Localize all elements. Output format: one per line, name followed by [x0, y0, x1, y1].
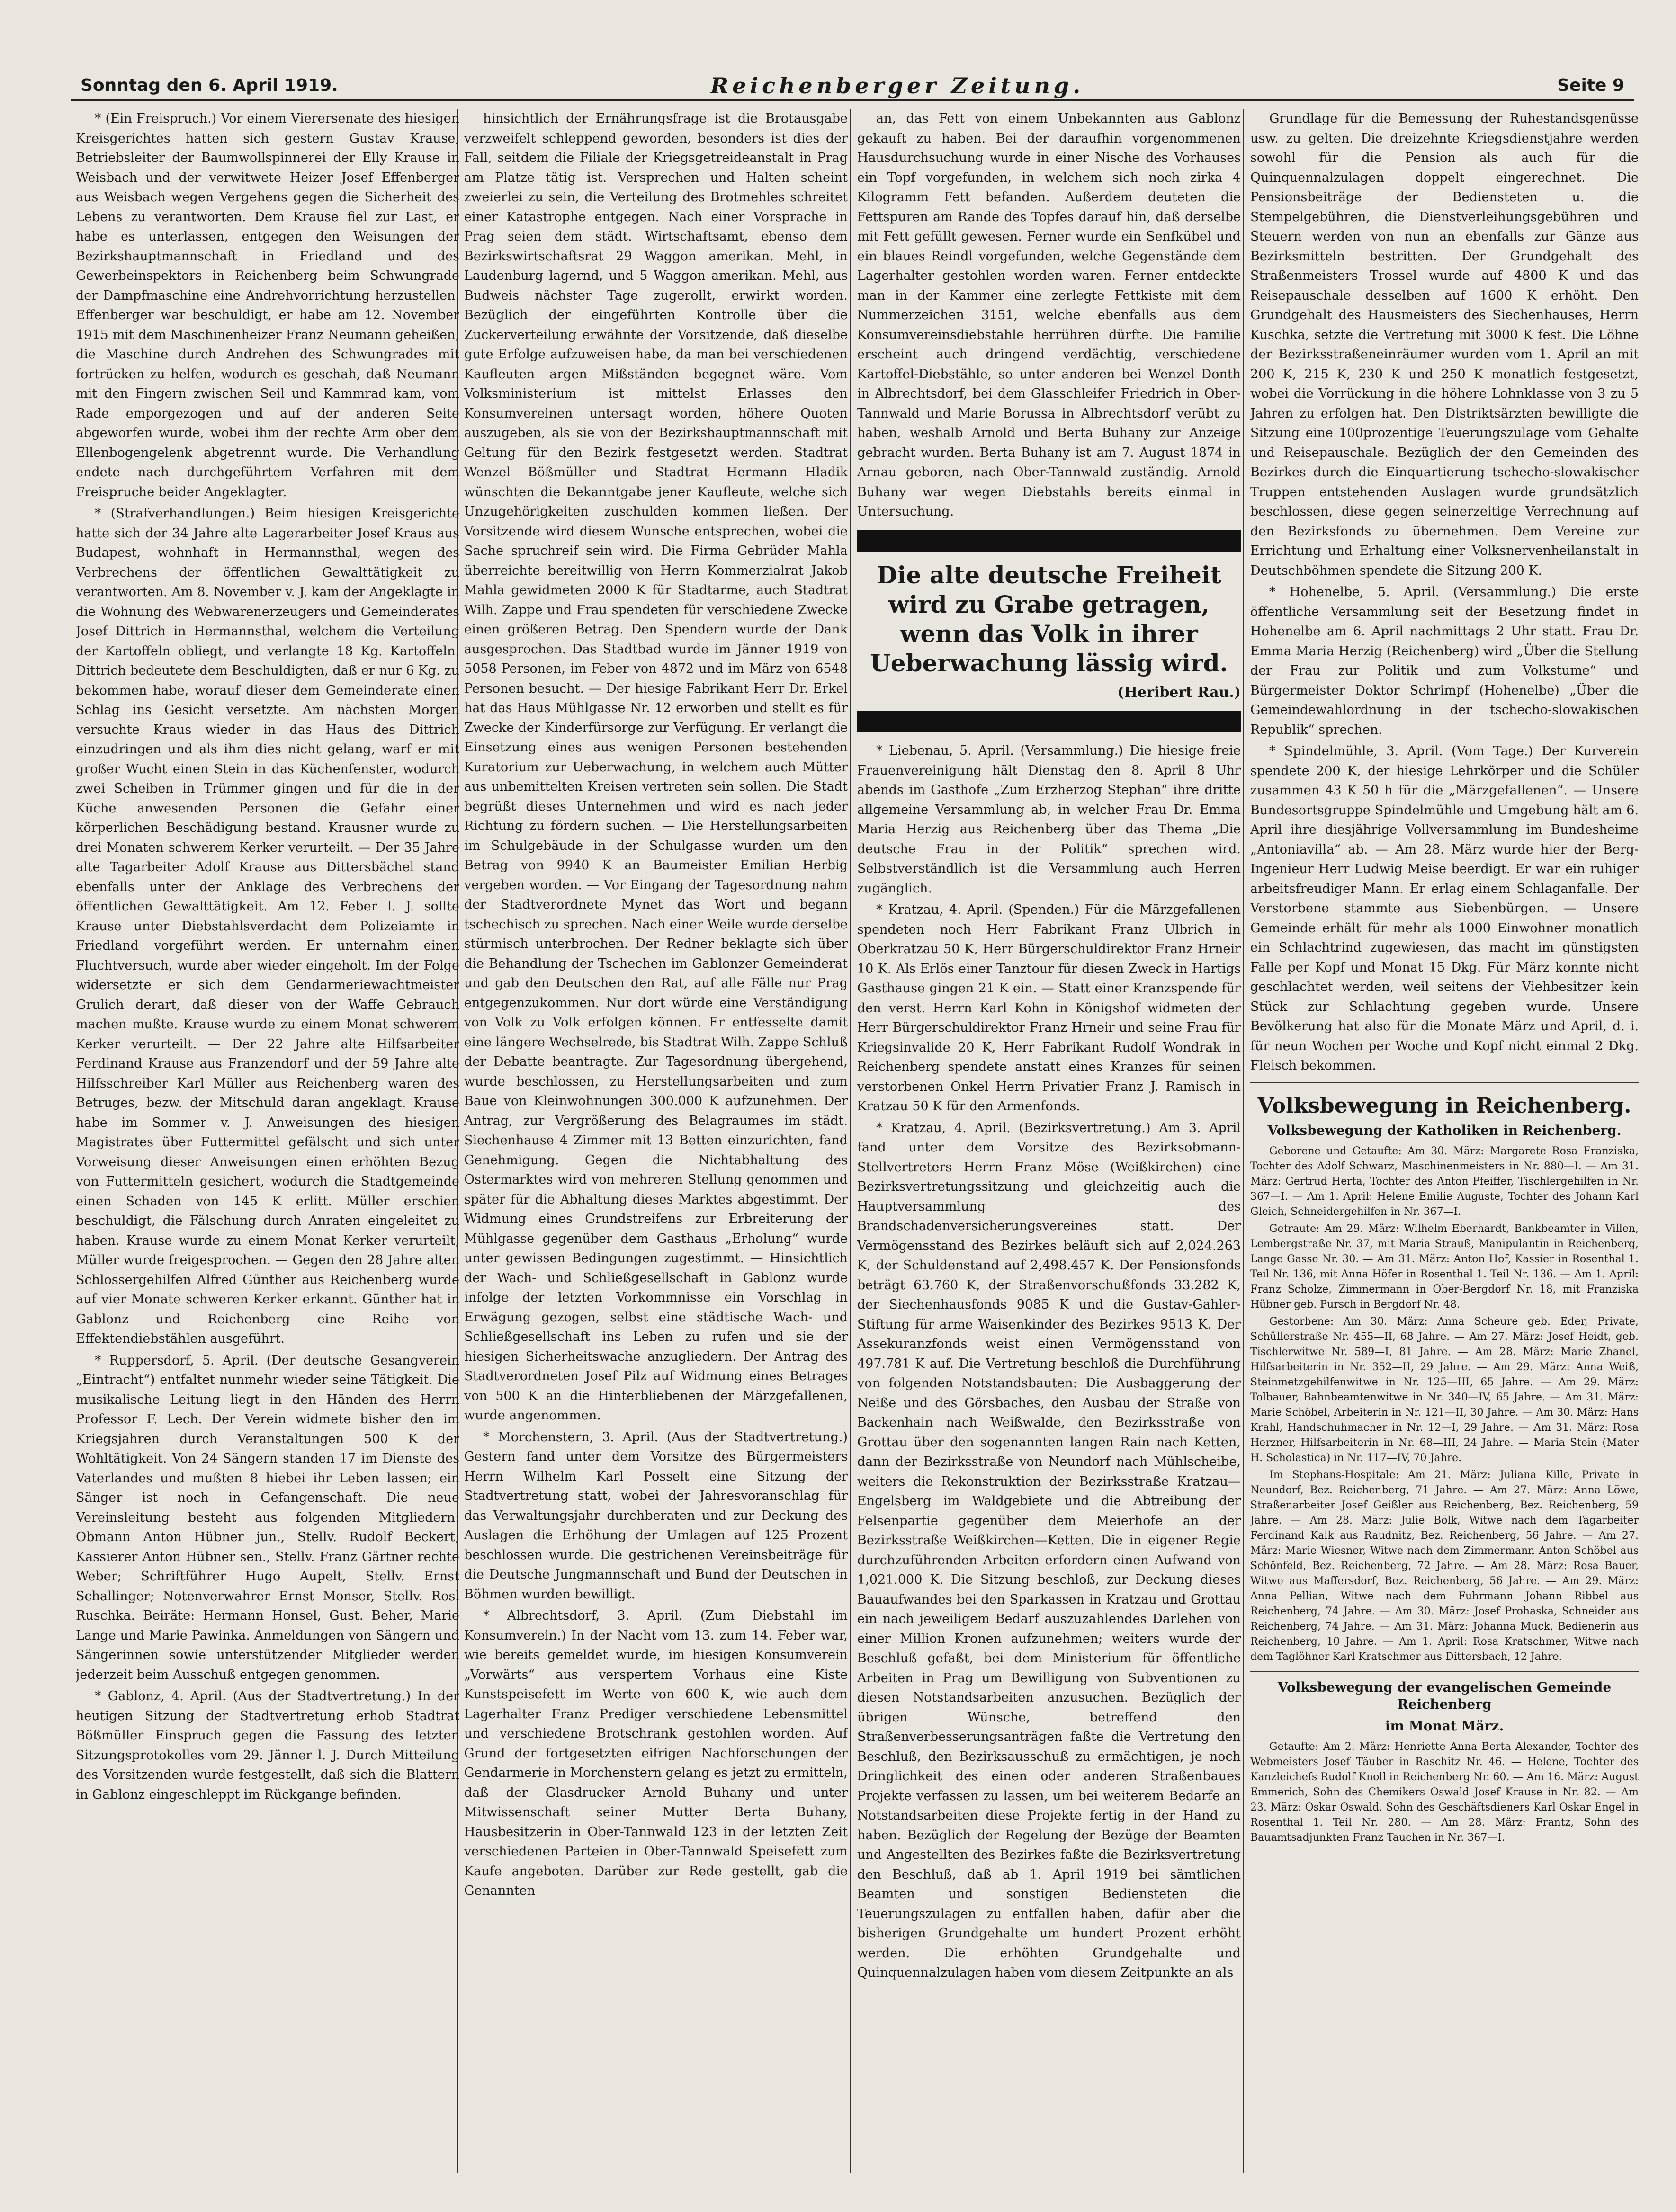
column-divider: [850, 109, 851, 2173]
section-divider: [1250, 1082, 1639, 1083]
article-kratzau-spenden: * Kratzau, 4. April. (Spenden.) Für die Märzgefallenen spendeten noch Herr Fabrikant Franz Ulbrich in Oberkratzau 50 K, Herr Bürgerschuldirektor Franz Hrneir 10 K. Als Erlös einer Tanztour für diesen Zweck in Hartigs Gasthause gingen 21 K ein. — Statt einer Kranzspende für den verst. Herrn Karl Kohn in Königshof widmeten der Herr Bürgerschuldirektor Franz Hrneir und seine Frau für Kriegsinvalide 20 K, Herr Fabrikant Rudolf Wondrak in Reichenberg spendete anstatt eines Kranzes für seinen verstorbenen Onkel Herrn Privatier Franz J. Ramisch in Kratzau 50 K für den Armenfonds.: [857, 902, 1241, 1114]
column-3: [857, 109, 1241, 2173]
page-header: [71, 71, 1634, 101]
article-liebenau: * Liebenau, 5. April. (Versammlung.) Die hiesige freie Frauenvereinigung hält Dienstag den 8. April 8 Uhr abends im Gasthofe „Zum Erzherzog Stephan“ ihre dritte allgemeine Versammlung ab, in welcher Frau Dr. Emma Maria Herzig aus Reichenberg über das Thema „Die deutsche Frau in der Politik“ sprechen wird. Selbstverständlich ist die Versammlung auch Herren zugänglich.: [857, 743, 1241, 896]
article-strafverhandlungen: * (Strafverhandlungen.) Beim hiesigen Kreisgerichte hatte sich der 34 Jahre alte Lagerarbeiter Josef Kraus aus Budapest, wohnhaft in Hermannsthal, wegen des Verbrechens der öffentlichen Gewalttätigkeit zu verantworten. Am 8. November v. J. kam der Angeklagte in die Wohnung des Webwarenerzeugers und Gemeinderates Josef Dittrich in Hermannsthal, welchem die Verteilung der Kartoffeln obliegt, und verlangte 18 Kg. Kartoffeln. Dittrich bedeutete dem Beschuldigten, daß er nur 6 Kg. zu bekommen habe, worauf dieser dem Gemeinderate einen Schlag ins Gesicht versetzte. Am nächsten Morgen versuchte Kraus wieder in das Haus des Dittrich einzudringen und als ihm dies nicht gelang, warf er mit großer Wucht einen Stein in das Küchenfenster, wodurch zwei Scheiben in Trümmer gingen und für die in der Küche anwesenden Personen die Gefahr einer körperlichen Beschädigung bestand. Krausner wurde zu drei Monaten schwerem Kerker verurteilt. — Der 35 Jahre alte Tagarbeiter Adolf Krause aus Dittersbächel stand ebenfalls unter der Anklage des Verbrechens der öffentlichen Gewalttätigkeit. Am 12. Feber l. J. sollte Krause unter Diebstahlsverdacht dem Polizeiamte in Friedland vorgeführt werden. Er unternahm einen Fluchtversuch, wurde aber wieder eingeholt. Im der Folge widersetzte er sich dem Gendarmeriewachtmeister Grulich derart, daß dieser von der Waffe Gebrauch machen mußte. Krause wurde zu einem Monat schwerem Kerker verurteilt. — Der 22 Jahre alte Hilfsarbeiter Ferdinand Krause aus Franzendorf und der 59 Jahre alte Hilfsschreiber Karl Müller aus Reichenberg waren des Betruges, bezw. der Mitschuld daran angeklagt. Krause habe im Sommer v. J. Anweisungen des hiesigen Magistrates über Futtermittel gefälscht und sich unter Vorweisung dieser Anweisungen einen erhöhten Bezug von Futtermitteln gesichert, wodurch die Stadtgemeinde einen Schaden von 145 K erlitt. Müller erschien beschuldigt, die Fälschung durch Anraten eingeleitet zu haben. Krause wurde zu einem Monat Kerker verurteilt, Müller wurde freigesprochen. — Gegen den 28 Jahre alten Schlossergehilfen Alfred Günther aus Reichenberg wurde auf vier Monate schweren Kerker erkannt. Günther hat in Gablonz und Reichenberg eine Reihe von Effektendiebstählen ausgeführt.: [76, 506, 459, 1346]
article-freispruch: * (Ein Freispruch.) Vor einem Vierersenate des hiesigen Kreisgerichtes hatten sich gestern Gustav Krause, Betriebsleiter der Baumwollspinnerei der Elly Krause in Weisbach und der verwitwete Heizer Josef Effenberger aus Weisbach wegen Vergehens gegen die Sicherheit des Lebens zu verantworten. Dem Krause fiel zur Last, er habe es unterlassen, entgegen den Weisungen der Bezirkshauptmannschaft in Friedland und des Gewerbeinspektors in Reichenberg beim Schwungrade der Dampfmaschine eine Andrehvorrichtung herzustellen. Effenberger war beschuldigt, er habe am 12. November 1915 mit dem Maschinenheizer Franz Neumann geheißen, die Maschine durch Andrehen des Schwungrades mit fortrücken zu helfen, wodurch es geschah, daß Neumann mit den Fingern zwischen Seil und Kammrad kam, vom Rade emporgezogen und auf der anderen Seite abgeworfen wurde, wobei ihm der rechte Arm ober dem Ellenbogengelenk abgetrennt wurde. Die Verhandlung endete nach durchgeführtem Verfahren mit dem Freispruche beider Angeklagter.: [76, 111, 459, 499]
article-morchenstern: * Morchenstern, 3. April. (Aus der Stadtvertretung.) Gestern fand unter dem Vorsitze des Bürgermeisters Herrn Wilhelm Karl Posselt eine Sitzung der Stadtvertretung statt, wobei der Jahresvoranschlag für das Verwaltungsjahr durchberaten und zur Deckung des Auslagen die Erhöhung der Umlagen auf 125 Prozent beschlossen wurde. Die gestrichenen Vereinsbeiträge für die Deutsche Jungmannschaft und Bund der Deutschen in Böhmen wurden bewilligt.: [464, 1429, 848, 1602]
column-2: [464, 109, 848, 2173]
page-number: Seite 9: [1557, 76, 1624, 95]
article-gablonz: * Gablonz, 4. April. (Aus der Stadtvertretung.) In der heutigen Sitzung der Stadtvertretung erhob Stadtrat Bößmüller Einspruch gegen die Fassung des letzten Sitzungsprotokolles vom 29. Jänner l. J. Durch Mitteilung des Vorsitzenden wurde festgestellt, daß sich die Blattern in Gablonz eingeschleppt im Rückgange befinden.: [76, 1689, 459, 1802]
article-ruppersdorf: * Ruppersdorf, 5. April. (Der deutsche Gesangverein „Eintracht“) entfaltet nunmehr wieder seine Tätigkeit. Die musikalische Leitung liegt in den Händen des Herrn Professor F. Lech. Der Verein widmete bisher den im Kriegsjahren durch Veranstaltungen 500 K der Wohltätigkeit. Von 24 Sängern standen 17 im Dienste des Vaterlandes und mußten 8 hiebei ihr Leben lassen; ein Sänger ist noch in Gefangenschaft. Die neue Vereinsleitung besteht aus folgenden Mitgliedern: Obmann Anton Hübner jun., Stellv. Rudolf Beckert; Kassierer Anton Hübner sen., Stellv. Franz Gärtner rechte Weber; Schriftführer Hugo Aupelt, Stellv. Ernst Schallinger; Notenverwahrer Ernst Monser, Stellv. Rosl Ruschka. Beiräte: Hermann Honsel, Gust. Beher, Marie Lange und Marie Pawinka. Anmeldungen von Sängern und Sängerinnen sowie unterstützender Mitglieder werden jederzeit beim Ausschuß entgegen genommen.: [76, 1353, 459, 1682]
registry-gestorbene: Gestorbene: Am 30. März: Anna Scheure geb. Eder, Private, Schüllerstraße Nr. 455—II, 68 Jahre. — Am 27. März: Josef Heidt, geb. Tischlerwitwe Nr. 589—I, 81 Jahre. — Am 28. März: Marie Zhanel, Hilfsarbeiterin in Nr. 352—II, 29 Jahre. — Am 29. März: Anna Weiß, Steinmetzgehilfenwitwe in Nr. 125—III, 65 Jahre. — Am 29. März: Tolbauer, Bahnbeamtenwitwe in Nr. 340—IV, 65 Jahre. — Am 31. März: Marie Schöbel, Arbeiterin in Nr. 121—II, 30 Jahre. — Am 30. März: Hans Krahl, Handschuhmacher in Nr. 12—I, 29 Jahre. — Am 31. März: Rosa Herzner, Hilfsarbeiterin in Nr. 68—III, 24 Jahre. — Maria Stein (Mater H. Scholastica) in Nr. 117—IV, 70 Jahre.: [1250, 1315, 1639, 1464]
quote-author: (Heribert Rau.): [1117, 684, 1241, 701]
section-divider: [1250, 1671, 1639, 1672]
black-banner-bottom: [857, 711, 1241, 732]
article-kratzau-bezirksvertretung: * Kratzau, 4. April. (Bezirksvertretung.) Am 3. April fand unter dem Vorsitze des Bezirksobmann-Stellvertreters Herrn Franz Möse (Weißkirchen) eine Bezirksvertretungssitzung und gleichzeitig auch die Hauptversammlung des Brandschadenversicherungsvereines statt. Der Vermögensstand des Bezirkes beläuft sich auf 2,024.263 K, der Schuldenstand auf 2,498.457 K. Der Pensionsfonds beträgt 63.760 K, der Straßenvorschußfonds 33.282 K, der Siechenhausfonds 9085 K und die Gustav-Gahler-Stiftung für arme Waisenkinder des Bezirkes 9513 K. Der Assekuranzfonds weist einen Vermögensstand von 497.781 K auf. Die Vertretung beschloß die Durchführung von folgenden Notstandsbauten: Die Ausbaggerung der Neiße und des Görsbaches, den Ausbau der Straße von Backenhain nach Weißwalde, den Bezirksstraße von Grottau über den sogenannten langen Rain nach Ketten, dann der Bezirksstraße von Neundorf nach Mühlscheibe, weiters die Rekonstruktion der Bezirksstraße Kratzau—Engelsberg im Waldgebiete und die Abtreibung der Felsenpartie gegenüber dem Meierhofe an der Bezirksstraße Weißkirchen—Ketten. Die in eigener Regie durchzuführenden Arbeiten erfordern einen Aufwand von 1,021.000 K. Die Sitzung beschloß, zur Deckung dieses Bauaufwandes bei den Sparkassen in Kratzau und Grottau ein nach jeweiligem Bedarf auszuzahlendes Darlehen von einer Million Kronen aufzunehmen; weiters wurde der Beschluß gefaßt, bei dem Ministerium für öffentliche Arbeiten in Prag um Bewilligung von Subventionen zu diesen Notstandsarbeiten anzusuchen. Bezüglich der übrigen Wünsche, betreffend den Straßenverbesserungsanträgen faßte die Vertretung den Beschluß, den Bezirksausschuß zu ermächtigen, je noch Dringlichkeit des einen oder anderen Straßenbaues Projekte verfassen zu lassen, um bei weiterem Bedarfe an Notstandsarbeiten diese Projekte fertig in der Hand zu haben. Bezüglich der Regelung der Bezüge der Beamten und Angestellten des Bezirkes faßte die Bezirksvertretung den Beschluß, daß ab 1. April 1919 bei sämtlichen Beamten und sonstigen Bediensteten die Teuerungszulagen zu entfallen haben, dafür aber die bisherigen Grundgehalte um hundert Prozent erhöht werden. Die erhöhten Grundgehalte und Quinquennalzulagen haben vom diesem Zeitpunkte an als: [857, 1120, 1241, 1980]
column-4: [1250, 109, 1639, 2173]
registry-getaufte: Getaufte: Am 2. März: Henriette Anna Berta Alexander, Tochter des Webmeisters Josef Täuber in Raschitz Nr. 46. — Helene, Tochter des Kanzleichefs Rudolf Knoll in Reichenberg Nr. 60. — Am 16. März: August Emmerich, Sohn des Chemikers Oswald Josef Krause in Nr. 82. — Am 23. März: Oskar Oswald, Sohn des Geschäftsdieners Karl Oskar Engel in Rosenthal 1. Teil Nr. 280. — Am 28. März: Frantz, Sohn des Bauamtsadjunkten Franz Tauchen in Nr. 367—I.: [1250, 1740, 1639, 1844]
article-spindelmuehle: * Spindelmühle, 3. April. (Vom Tage.) Der Kurverein spendete 200 K, der hiesige Lehrkörper und die Schüler zusammen 43 K 50 h für die „Märzgefallenen“. — Unsere Bundesortsgruppe Spindelmühle und Umgebung hält am 6. April ihre diesjährige Vollversammlung im Bundesheime „Antoniavilla“ ab. — Am 28. März wurde hier der Berg-Ingenieur Herr Ludwig Meise beerdigt. Er war ein ruhiger arbeitsfreudiger Mann. Er erlag einem Schlaganfalle. Der Verstorbene stammte aus Siebenbürgen. — Unsere Gemeinde erhält für mehr als 1000 Einwohner monatlich ein Schlachtrind zugewiesen, das macht im günstigsten Falle per Kopf und Monat 15 Dkg. Für März konnte nicht geschlachtet werden, weil seitens der Viehbesitzer kein Stück zur Schlachtung gegeben wurde. Unsere Bevölkerung hat also für die Monate März und April, d. i. für neun Wochen per Woche und Kopf nicht einmal 2 Dkg. Fleisch bekommen.: [1250, 744, 1639, 1073]
article-gablonz-continued: hinsichtlich der Ernährungsfrage ist die Brotausgabe verzweifelt schleppend geworden, besonders ist dies der Fall, seitdem die Filiale der Kriegsgetreideanstalt in Prag am Platze tätig ist. Versprechen und Halten scheint zweierlei zu sein, die Verteilung des Brotmehles schreitet einer Katastrophe entgegen. Nach einer Vorsprache in Prag seien dem städt. Wirtschaftsamt, ebenso dem Bezirkswirtschaftsrat 29 Waggon amerikan. Mehl, in Laudenburg lagernd, und 5 Waggon amerikan. Mehl, aus Budweis nächster Tage zugerollt, erwirkt worden. Bezüglich der eingeführten Kontrolle über die Zuckerverteilung erwähnte der Vorsitzende, daß dieselbe gute Erfolge aufzuweisen habe, da man bei verschiedenen Kaufleuten argen Mißständen begegnet wäre. Vom Volksministerium ist mittelst Erlasses den Konsumvereinen untersagt worden, höhere Quoten auszugeben, als sie von der Bezirkshauptmannschaft mit Geltung für den Bezirk festgesetzt werden. Stadtrat Wenzel Bößmüller und Stadtrat Hermann Hladik wünschten die Bekanntgabe jener Kaufleute, welche sich Unzugehörigkeiten zuschulden kommen ließen. Der Vorsitzende wird diesem Wunsche entsprechen, wobei die Sache spruchreif sein wird. Die Firma Gebrüder Mahla überreichte bereitwillig von Herrn Kommerzialrat Jakob Mahla gewidmeten 2000 K für Stadtarme, auch Stadtrat Wilh. Zappe und Frau spendeten für verschiedene Zwecke einen größeren Betrag. Den Spendern wurde der Dank ausgesprochen. Das Stadtbad wurde im Jänner 1919 von 5058 Personen, im Feber von 4872 und im März von 6548 Personen besucht. — Der hiesige Fabrikant Herr Dr. Erkel hat das Haus Mühlgasse Nr. 12 erworben und stellt es für Zwecke der Kinderfürsorge zur Verfügung. Er verlangt die Einsetzung eines aus wenigen Personen bestehenden Kuratorium zur Ueberwachung, in welchem auch Mütter aus unbemittelten Kreisen vertreten sein sollen. Die Stadt begrüßt dieses Unternehmen und wird es nach jeder Richtung zu fördern suchen. — Die Herstellungsarbeiten im Schulgebäude in der Schulgasse wurden um den Betrag von 9940 K an Baumeister Emilian Herbig vergeben worden. — Vor Eingang der Tagesordnung nahm der Stadtverordnete Mynet das Wort und begann tschechisch zu sprechen. Nach einer Weile wurde derselbe stürmisch unterbrochen. Der Redner beklagte sich über die Behandlung der Tschechen im Gablonzer Gemeinderat und gab den Deutschen den Rat, auf alle Fälle nur Prag entgegenzukommen. Nur dort würde eine Verständigung von Volk zu Volk erfolgen können. Er entfesselte damit eine längere Wechselrede, bis Stadtrat Wilh. Zappe Schluß der Debatte beantragte. Zur Tagesordnung übergehend, wurde beschlossen, zu Herstellungsarbeiten und zum Baue von Kleinwohnungen 300.000 K aufzunehmen. Der Antrag, zur Vergrößerung des Belagraumes im städt. Siechenhause 4 Zimmer mit 13 Betten einzurichten, fand Genehmigung. Gegen die Nichtabhaltung des Ostermarktes wird von mehreren Stellung genommen und später für die Abhaltung dieses Marktes abgestimmt. Der Widmung eines Grundstreifens zur Erbreiterung der Mühlgasse gegenüber dem Gasthaus „Erholung“ wurde unter gewissen Bedingungen zugestimmt. — Hinsichtlich der Wach- und Schließgesellschaft in Gablonz wurde infolge der letzten Vorkommnisse ein Vorschlag in Erwägung gezogen, selbst eine städtische Wach- und Schließgesellschaft ins Leben zu rufen und sie der hiesigen Sicherheitswache anzugliedern. Der Antrag des Stadtverordneten Josef Pilz auf Widmung eines Betrages von 500 K an die Hinterbliebenen der Märzgefallenen, wurde angenommen.: [464, 111, 848, 1423]
column-divider: [1243, 109, 1244, 2173]
subsection-title-evangelisch: Volksbewegung der evangelischen Gemeinde Reichenberg: [1277, 1679, 1612, 1712]
issue-date: Sonntag den 6. April 1919.: [81, 76, 338, 95]
subsection-subtitle-maerz: im Monat März.: [1385, 1718, 1504, 1734]
registry-stephans-hospital: Im Stephans-Hospitale: Am 21. März: Juliana Kille, Private in Neundorf, Bez. Reichenberg, 71 Jahre. — Am 27. März: Anna Löwe, Straßenarbeiter Josef Geißler aus Reichenberg, Bez. Reichenberg, 59 Jahre. — Am 28. März: Julie Bölk, Witwe nach dem Tagarbeiter Ferdinand Kalk aus Raudnitz, Bez. Reichenberg, 56 Jahre. — Am 27. März: Marie Wiesner, Witwe nach dem Zimmermann Anton Schöbel aus Schönfeld, Bez. Reichenberg, 72 Jahre. — Am 28. März: Rosa Bauer, Witwe aus Maffersdorf, Bez. Reichenberg, 56 Jahre. — Am 29. März: Anna Pellian, Witwe nach dem Fuhrmann Johann Ribbel aus Reichenberg, 74 Jahre. — Am 30. März: Josef Prohaska, Schneider aus Reichenberg, 74 Jahre. — Am 31. März: Johanna Muck, Bedienerin aus Reichenberg, 10 Jahre. — Am 1. April: Rosa Kratschmer, Witwe nach dem Taglöhner Karl Kratschmer aus Dittersbach, 12 Jahre.: [1250, 1469, 1639, 1663]
subsection-title-katholiken: Volksbewegung der Katholiken in Reichenberg.: [1267, 1122, 1622, 1138]
registry-geborene: Geborene und Getaufte: Am 30. März: Margarete Rosa Franziska, Tochter des Adolf Schwarz, Maschinenmeisters in Nr. 880—I. — Am 31. März: Gertrud Herta, Tochter des Anton Pfeiffer, Tischlergehilfen in Nr. 367—I. — Am 1. April: Helene Emilie Auguste, Tochter des Johann Karl Gleich, Schneidergehilfen in Nr. 367—I.: [1250, 1145, 1639, 1218]
article-albrechtsdorf-continued: an, das Fett von einem Unbekannten aus Gablonz gekauft zu haben. Bei der daraufhin vorgenommenen Hausdurchsuchung wurde in einer Nische des Vorhauses ein Topf vorgefunden, in welchem sich noch zirka 4 Kilogramm Fett befanden. Außerdem deuteten die Fettspuren am Rande des Topfes darauf hin, daß derselbe mit Fett gefüllt gewesen. Ferner wurde ein Senfkübel und ein blaues Reindl vorgefunden, welche Gegenstände dem Lagerhalter gestohlen worden waren. Ferner entdeckte man in der Kammer eine zerlegte Fettkiste mit dem Nummerzeichen 3151, welche ebenfalls aus dem Konsumvereinsdiebstahle herrühren dürfte. Die Familie erscheint auch dringend verdächtig, verschiedene Kartoffel-Diebstähle, so unter anderen bei Wenzel Donth in Albrechtsdorf, bei dem Glasschleifer Friedrich in Ober-Tannwald und Marie Borussa in Albrechtsdorf verübt zu haben, weshalb Arnold und Berta Buhany zur Anzeige gebracht wurden. Berta Buhany ist am 7. August 1874 in Arnau geboren, nach Ober-Tannwald zuständig. Arnold Buhany war wegen Diebstahls bereits einmal in Untersuchung.: [857, 111, 1241, 519]
article-kratzau-continued: Grundlage für die Bemessung der Ruhestandsgenüsse usw. zu gelten. Die dreizehnte Kriegsdienstjahre werden sowohl für die Pension als auch für die Quinquennalzulagen doppelt eingerechnet. Die Pensionsbeiträge der Bediensteten u. die Stempelgebühren, die Dienstverleihungsgebühren und Steuern werden von nun an ebenfalls zur Gänze aus Bezirksmitteln bestritten. Der Grundgehalt des Straßenmeisters Trossel wurde auf 4800 K und das Reisepauschale desselben auf 1600 K erhöht. Den Grundgehalt des Hausmeisters des Siechenhauses, Herrn Kuschka, setzte die Vertretung mit 3000 K fest. Die Löhne der Bezirksstraßeneinräumer wurden vom 1. April an mit 200 K, 215 K, 230 K und 250 K monatlich festgesetzt, wobei die Vorrückung in die höhere Lohnklasse von 3 zu 5 Jahren zu erfolgen hat. Den Distriktsärzten bewilligte die Sitzung eine 100prozentige Teuerungszulage vom Gehalte und Reisepauschale. Bezüglich der den Gemeinden des Bezirkes durch die Einquartierung tschecho-slowakischer Truppen entstehenden Auslagen wurde grundsätzlich beschlossen, diese gegen seinerzeitige Verrechnung auf den Bezirksfonds zu übernehmen. Dem Vereine zur Errichtung und Erhaltung einer Volksnervenheilanstalt in Deutschböhmen spendete die Sitzung 200 K.: [1250, 111, 1639, 578]
registry-getraute: Getraute: Am 29. März: Wilhelm Eberhardt, Bankbeamter in Villen, Lembergstraße Nr. 37, mit Maria Strauß, Manipulantin in Reichenberg, Lange Gasse Nr. 30. — Am 31. März: Anton Hof, Kassier in Rosenthal 1. Teil Nr. 136, mit Anna Höfer in Rosenthal 1. Teil Nr. 136. — Am 1. April: Franz Scholze, Zimmermann in Ober-Bergdorf Nr. 18, mit Franziska Hübner geb. Pursch in Bergdorf Nr. 48.: [1250, 1222, 1639, 1311]
article-albrechtsdorf: * Albrechtsdorf, 3. April. (Zum Diebstahl im Konsumverein.) In der Nacht vom 13. zum 14. Feber war, wie bereits gemeldet wurde, im hiesigen Konsumverein „Vorwärts“ aus verspertem Vorhaus eine Kiste Kunstspeisefett im Werte von 600 K, wie auch dem Lagerhalter Franz Prediger verschiedene Lebensmittel und verschiedene Brotschrank gestohlen worden. Auf Grund der fortgesetzten eifrigen Nachforschungen der Gendarmerie in Morchenstern gelang es jetzt zu ermitteln, daß der Glasdrucker Arnold Buhany und unter Mitwissenschaft seiner Mutter Berta Buhany, Hausbesitzerin in Ober-Tannwald 123 in der letzten Zeit verschiedenen Parteien in Ober-Tannwald Speisefett zum Kaufe angeboten. Darüber zur Rede gestellt, gab die Genannten: [464, 1608, 848, 1898]
column-1: [76, 109, 459, 2173]
quote-box: Die alte deutsche Freiheit wird zu Grabe getragen, wenn das Volk in ihrer Ueberwachung lässig wird.: [870, 561, 1228, 677]
newspaper-title: Reichenberger Zeitung.: [710, 73, 1084, 98]
black-banner-top: [857, 530, 1241, 552]
article-hohenelbe: * Hohenelbe, 5. April. (Versammlung.) Die erste öffentliche Versammlung seit der Besetzung findet in Hohenelbe am 6. April nachmittags 2 Uhr statt. Frau Dr. Emma Maria Herzig (Reichenberg) wird „Über die Stellung der Frau zur Politik und zum Volkstume“ und Bürgermeister Doktor Schrimpf (Hohenelbe) „Über die Gemeindewahlordnung in der tschecho-slowakischen Republik“ sprechen.: [1250, 585, 1639, 737]
section-title-volksbewegung: Volksbewegung in Reichenberg.: [1257, 1093, 1631, 1118]
